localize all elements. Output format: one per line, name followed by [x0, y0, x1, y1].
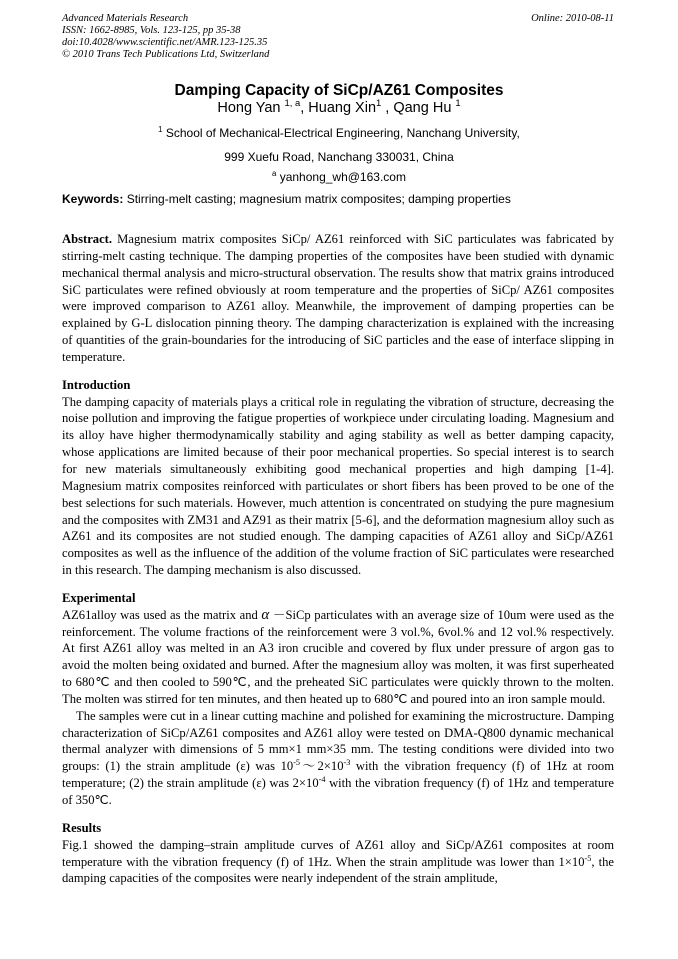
journal-header: [62, 13, 614, 61]
introduction-paragraph: The damping capacity of materials plays a critical role in regulating the vibration of structure, decreasing the noise pollution and improving the fatigue properties of workpiece under circulating loading. Magnesium and its alloy have higher thermodynamically stability and aging stability as well as better damping capacity, whose applications are limited because of their poor mechanical properties. So special interest is to search for new materials simultaneously exhibiting good mechanical properties and high damping [1-4]. Magnesium matrix composites reinforced with particulates or short fibers has been proved to be one of the best selections for such materials. However, much attention is concentrated on studying the pure magnesium and the composites with ZM31 and AZ91 as their matrix [5-6], and the deformation magnesium alloy such as AZ61 and its composites are not studied enough. The damping capacities of AZ61 alloy and SiCp/AZ61 composites as well as the influence of the addition of the volume fraction of SiC particulates were researched in this research. The damping mechanism is also discussed.: [62, 394, 614, 578]
email-mark: a: [272, 169, 277, 178]
author-affiliation-mark: 1: [455, 97, 461, 109]
keywords-text: Stirring-melt casting; magnesium matrix composites; damping properties: [123, 192, 511, 206]
keywords-label: Keywords:: [62, 192, 124, 206]
abstract-paragraph: [62, 231, 614, 366]
author-separator: ,: [300, 100, 309, 116]
experimental-paragraph-2: [62, 708, 614, 809]
text-run: AZ61alloy was used as the matrix and: [62, 607, 262, 622]
exponent: -5: [293, 758, 301, 768]
text-run: with the vibration frequency (f) of 1Hz and temperature of 350℃.: [62, 776, 614, 807]
author-name: Qang Hu: [393, 100, 456, 116]
copyright-line: © 2010 Trans Tech Publications Ltd, Switzerland: [62, 49, 270, 60]
affiliation-text: School of Mechanical-Electrical Engineering, Nanchang University,: [162, 126, 520, 140]
issn-line: ISSN: 1662-8985, Vols. 123-125, pp 35-38: [62, 25, 241, 36]
author-affiliation-mark: 1, a: [284, 97, 301, 109]
results-paragraph: [62, 837, 614, 888]
text-run: －SiCp particulates with an average size of 10um were used as the reinforcement. The volume fractions of the reinforcement were 3 vol.%, 6vol.% and 12 vol.% respectively. At first AZ61 alloy was melted in an A3 iron crucible and covered by flux under pressure of argon gas to avoid the molten being oxidated and burned. After the magnesium alloy was molten, it was first superheated to 680℃ and then cooled to 590℃, and the preheated SiC particulates were quickly thrown to the molten. The molten was stirred for ten minutes, and then heated up to 680℃ and poured into an iron sample mould.: [62, 607, 614, 706]
alpha-symbol: α: [261, 606, 270, 623]
text-run: The samples were cut in a linear cutting machine and polished for examining the microstructure. Damping characterization of SiCp/AZ61 composites and AZ61 alloy were tested on DMA-Q800 dynamic mechanical thermal analyzer with dimensions of 5 mm×1 mm×35 mm. The testing conditions were divided into two groups: (1) the strain amplitude (ε) was 10: [62, 708, 614, 774]
paper-body: [62, 231, 614, 887]
keywords: [62, 192, 614, 206]
doi-line: doi:10.4028/www.scientific.net/AMR.123-125.35: [62, 37, 268, 48]
affiliation-mark: 1: [158, 125, 163, 134]
exponent: -4: [318, 774, 326, 784]
abstract-label: Abstract.: [62, 232, 113, 246]
email-address: yanhong_wh@163.com: [276, 170, 406, 184]
journal-name: Advanced Materials Research: [62, 13, 189, 24]
author-separator: ,: [381, 100, 394, 116]
section-heading-introduction: Introduction: [62, 377, 131, 392]
author-affiliation-mark: 1: [376, 97, 382, 109]
text-run: with the vibration frequency (f) of 1Hz at room temperature; (2) the strain amplitude (ε) was 2×10: [62, 759, 614, 791]
online-date: Online: 2010-08-11: [531, 13, 614, 24]
author-name: Huang Xin: [308, 100, 377, 116]
affiliation-line-2: 999 Xuefu Road, Nanchang 330031, China: [224, 150, 454, 164]
text-run: , the damping capacities of the composites were nearly independent of the strain amplitude,: [62, 854, 614, 886]
affiliation-line-1: [0, 126, 678, 140]
author-list: [0, 97, 678, 116]
abstract-text: Magnesium matrix composites SiCp/ AZ61 reinforced with SiC particulates was fabricated by stirring-melt casting technique. The damping properties of the composites have been studied with dynamic mechanical thermal analysis and micro-structural observation. The results show that matrix grains introduced SiC particulates were refined obviously at room temperature and the properties of SiCp/ AZ61 composites were improved comparison to AZ61 alloy. Meanwhile, the improvement of damping properties can be explained by G-L dislocation pinning theory. The damping characterization is explained with the increasing of quantities of the grain-boundaries for the introducing of SiC particles and the ease of interface slipping in temperature.: [62, 232, 614, 364]
exponent: -3: [343, 758, 351, 768]
section-heading-results: Results: [62, 820, 102, 835]
text-run: Fig.1 showed the damping–strain amplitude curves of AZ61 alloy and SiCp/AZ61 composites at room temperature with the vibration frequency (f) of 1Hz. When the strain amplitude was lower than 1×10: [62, 837, 614, 869]
experimental-paragraph-1: [62, 607, 614, 708]
exponent: -5: [584, 853, 592, 863]
author-name: Hong Yan: [217, 100, 285, 116]
text-run: ～2×10: [300, 759, 344, 774]
section-heading-experimental: Experimental: [62, 590, 136, 605]
email-line: [0, 170, 678, 184]
paper-title: Damping Capacity of SiCp/AZ61 Composites: [174, 82, 504, 99]
